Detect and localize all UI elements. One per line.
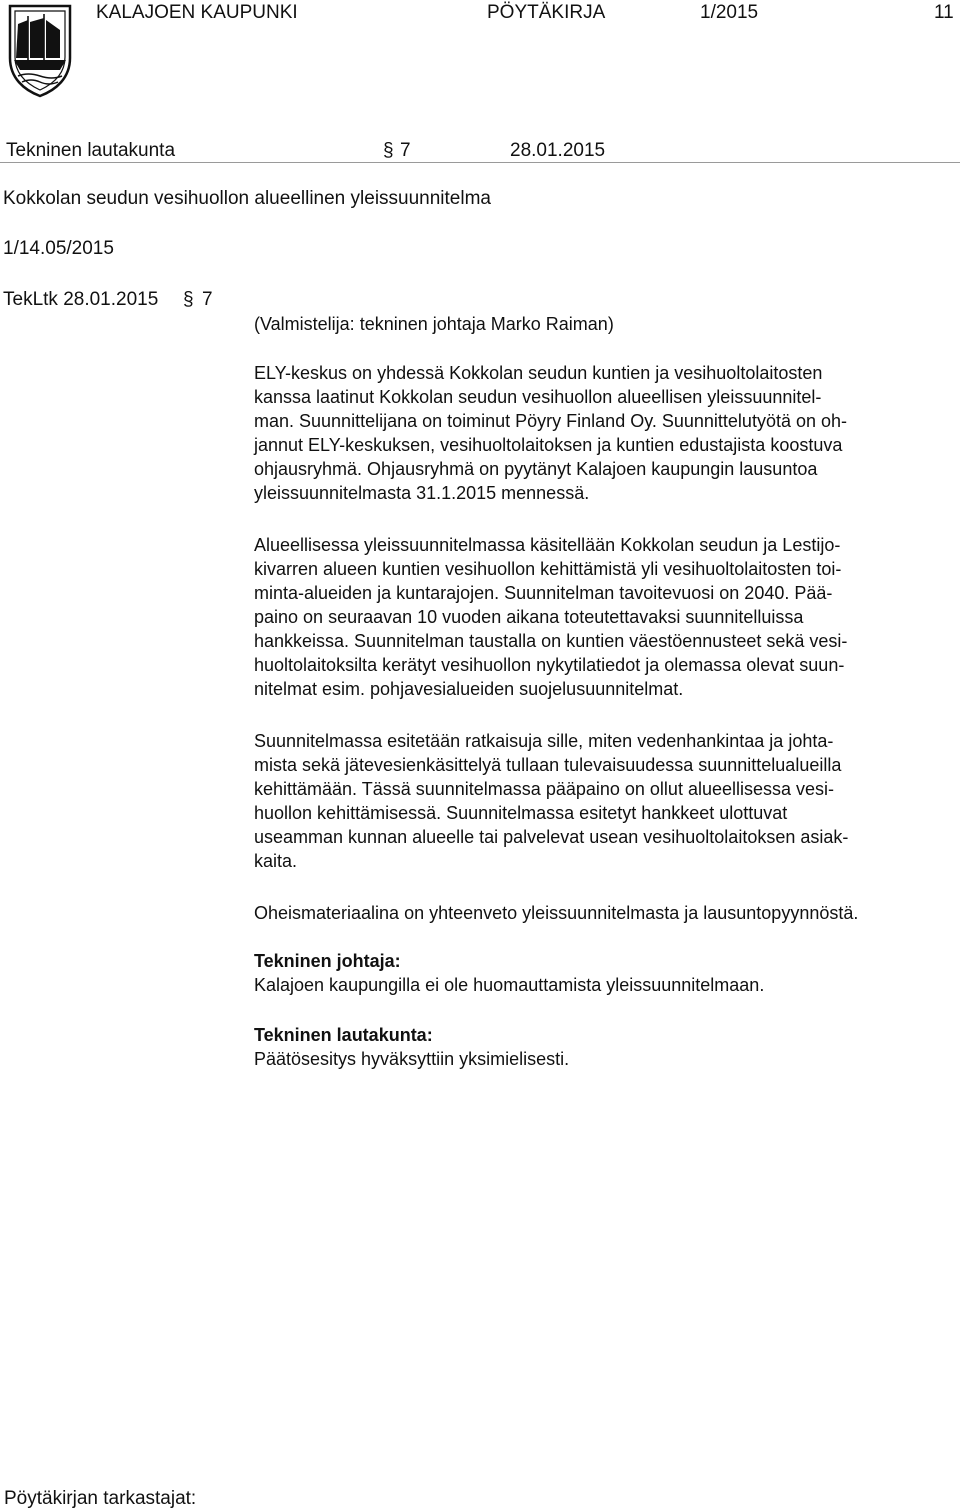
section-number: 7	[400, 140, 411, 161]
paragraph-line: Suunnitelmassa esitetään ratkaisuja sille, miten vedenhankintaa ja johta-	[254, 731, 834, 751]
paragraph-line: ELY-keskus on yhdessä Kokkolan seudun kuntien ja vesihuoltolaitosten	[254, 363, 823, 383]
board-name: Tekninen lautakunta	[6, 140, 176, 161]
preparer-line: (Valmistelija: tekninen johtaja Marko Raiman)	[254, 314, 614, 334]
board-heading: Tekninen lautakunta:	[254, 1025, 433, 1045]
paragraph-line: huoltolaitoksilta kerätyt vesihuollon nykytilatiedot ja olemassa olevat suun-	[254, 655, 845, 675]
attachment-line: Oheismateriaalina on yhteenveto yleissuunnitelmasta ja lausuntopyynnöstä.	[254, 903, 859, 923]
paragraph-1	[254, 361, 954, 505]
attachment-note	[254, 901, 954, 925]
paragraph-line: paino on seuraavan 10 vuoden aikana toteutettavaksi suunnitelluissa	[254, 607, 804, 627]
paragraph-line: ohjausryhmä. Ohjausryhmä on pyytänyt Kalajoen kaupungin lausuntoa	[254, 459, 818, 479]
director-heading: Tekninen johtaja:	[254, 951, 401, 971]
paragraph-line: kehittämään. Tässä suunnitelmassa pääpaino on ollut alueellisessa vesi-	[254, 779, 835, 799]
paragraph-line: man. Suunnittelijana on toiminut Pöyry Finland Oy. Suunnittelutyötä on oh-	[254, 411, 848, 431]
paragraph-line: huollon kehittämisessä. Suunnitelmassa esitetyt hankkeet ulottuvat	[254, 803, 788, 823]
paragraph-line: yleissuunnitelmasta 31.1.2015 mennessä.	[254, 483, 590, 503]
paragraph-line: useamman kunnan alueelle tai palvelevat usean vesihuoltolaitoksen asiak-	[254, 827, 849, 847]
paragraph-3	[254, 729, 954, 873]
paragraph-line: mista sekä jätevesienkäsittelyä tullaan tulevaisuudessa suunnittelualueilla	[254, 755, 842, 775]
issue-number: 1/2015	[700, 2, 759, 23]
preparer-note	[254, 312, 954, 336]
board-text: Päätösesitys hyväksyttiin yksimielisesti.	[254, 1049, 570, 1069]
section-symbol: §	[383, 140, 394, 161]
ship-crest-icon	[6, 2, 74, 98]
organization-name: KALAJOEN KAUPUNKI	[96, 2, 298, 23]
paragraph-line: Alueellisessa yleissuunnitelmassa käsitellään Kokkolan seudun ja Lestijo-	[254, 535, 841, 555]
page-number: 11	[934, 2, 954, 23]
meeting-date: 28.01.2015	[510, 140, 606, 161]
subject-title: Kokkolan seudun vesihuollon alueellinen yleissuunnitelma	[3, 188, 491, 209]
document-type: PÖYTÄKIRJA	[487, 2, 606, 23]
paragraph-line: kivarren alueen kuntien vesihuollon kehittämistä yli vesihuoltolaitosten toi-	[254, 559, 842, 579]
reference-number: 7	[202, 289, 213, 310]
reference-symbol: §	[183, 289, 194, 310]
header-divider	[0, 162, 960, 163]
board-decision	[254, 1023, 954, 1071]
director-text: Kalajoen kaupungilla ei ole huomauttamista yleissuunnitelmaan.	[254, 975, 765, 995]
case-number: 1/14.05/2015	[3, 238, 114, 259]
inspectors-label: Pöytäkirjan tarkastajat:	[4, 1488, 197, 1509]
paragraph-line: jannut ELY-keskuksen, vesihuoltolaitoksen ja kuntien edustajista koostuva	[254, 435, 843, 455]
paragraph-2	[254, 533, 954, 701]
reference-prefix: TekLtk 28.01.2015	[3, 289, 159, 310]
paragraph-line: minta-alueiden ja kuntarajojen. Suunnitelman tavoitevuosi on 2040. Pää-	[254, 583, 833, 603]
paragraph-line: kanssa laatinut Kokkolan seudun vesihuollon alueellisen yleissuunnitel-	[254, 387, 822, 407]
paragraph-line: nitelmat esim. pohjavesialueiden suojelusuunnitelmat.	[254, 679, 684, 699]
paragraph-line: kaita.	[254, 851, 298, 871]
director-statement	[254, 949, 954, 997]
paragraph-line: hankkeissa. Suunnitelman taustalla on kuntien väestöennusteet sekä vesi-	[254, 631, 848, 651]
